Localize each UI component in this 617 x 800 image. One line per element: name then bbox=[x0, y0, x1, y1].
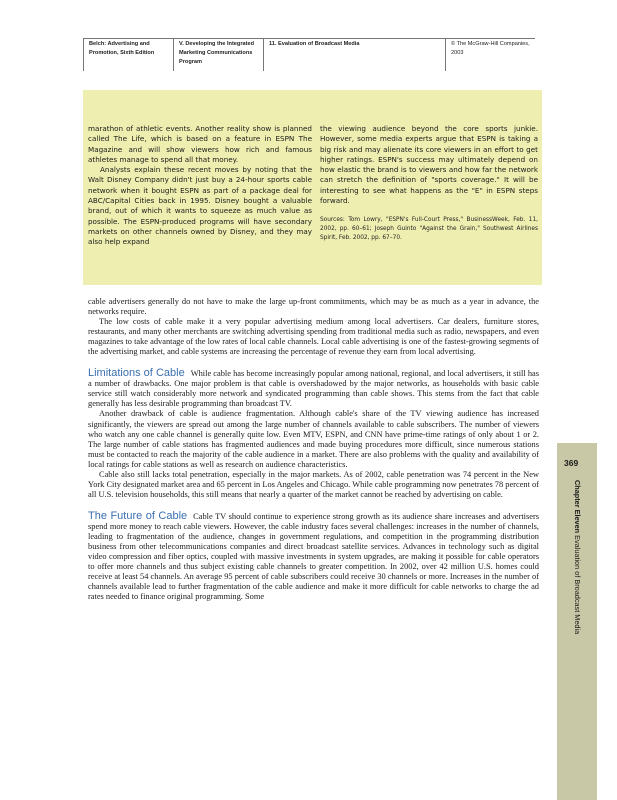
future-section bbox=[88, 511, 539, 602]
box-paragraph: Analysts explain these recent moves by noting that the Walt Disney Company didn't just buy a 24-hour sports cable network when it bought ESPN as part of a package deal for ABC/Capital Cities back in 1995. Disney bought a valuable brand, out of which it wants to squeeze as much value as possible. The ESPN-produced programs will have secondary markets on other channels owned by Disney, and they may also help expand bbox=[88, 165, 312, 247]
body-paragraph: While cable has become increasingly popular among national, regional, and local advertisers, it still has a number of drawbacks. One major problem is that cable is overshadowed by the major networks, as households with basic cable service still watch considerably more network and syndicated programming than cable shows. This stems from the fact that cable generally has less desirable programming than broadcast TV. bbox=[88, 369, 539, 409]
chapter-label: Chapter Eleven bbox=[573, 480, 582, 534]
header-chapter: 11. Evaluation of Broadcast Media bbox=[269, 41, 360, 47]
box-left-column bbox=[88, 124, 312, 248]
box-right-column bbox=[320, 124, 538, 243]
main-text bbox=[88, 297, 539, 602]
body-paragraph: The low costs of cable make it a very popular advertising medium among local advertisers. Car dealers, furniture stores, restaurants, and many other merchants are switching advertising spending from traditional media such as radio, newspapers, and even magazines to take advantage of the low rates of local cable channels. Local cable advertising is one of the fastest-growing segments of the advertising market, and cable systems are increasing the percentage of revenue they earn from local advertising. bbox=[88, 317, 539, 357]
body-paragraph: cable advertisers generally do not have to make the large up-front commitments, which may be as much as a year in advance, the networks require. bbox=[88, 297, 539, 317]
header-part: V. Developing the Integrated Marketing Communications Program bbox=[179, 41, 255, 65]
header-rule bbox=[83, 38, 535, 39]
chapter-title: Evaluation of Broadcast Media bbox=[573, 535, 582, 635]
running-header bbox=[83, 38, 535, 72]
limitations-section bbox=[88, 368, 539, 409]
box-paragraph: the viewing audience beyond the core sports junkie. However, some media experts argue that ESPN is taking a big risk and may alienate its core viewers in an effort to get higher ratings. ESPN's success may ultimately depend on how elastic the brand is to viewers and how far the network can stretch the definition of "sports coverage." It will be interesting to see what happens as the "E" in ESPN steps forward. bbox=[320, 124, 538, 206]
body-paragraph: Cable also still lacks total penetration, especially in the major markets. As of 2002, cable penetration was 74 percent in the New York City designated market area and 65 percent in Los Angeles and Chicago. While cable programming now penetrates 78 percent of all U.S. television households, this still means that nearly a quarter of the market cannot be reached by advertising on cable. bbox=[88, 469, 539, 499]
section-heading-future: The Future of Cable bbox=[88, 509, 188, 522]
header-copyright: © The McGraw-Hill Companies, 2003 bbox=[451, 41, 530, 56]
page-number: 369 bbox=[564, 458, 579, 468]
feature-box bbox=[83, 90, 542, 285]
body-paragraph: Another drawback of cable is audience fragmentation. Although cable's share of the TV viewing audience has increased significantly, the viewers are spread out among the large number of channels available to cable subscribers. The number of viewers who watch any one cable channel is generally quite low. Even MTV, ESPN, and CNN have prime-time ratings of only about 1 or 2. The large number of cable stations has fragmented audiences and made buying procedures more difficult, since numerous stations must be contacted to reach the majority of the cable audience in a market. There are also problems with the quality and availability of local ratings for cable stations as well as research on audience characteristics. bbox=[88, 409, 539, 469]
body-paragraph: Cable TV should continue to experience strong growth as its audience share increases and advertisers spend more money to reach cable viewers. However, the cable industry faces several challenges: increases in the number of channels, leading to fragmentation of the audience, changes in government regulations, and competition in the programming distribution business from other telecommunications companies and direct broadcast satellite services. Advances in technology such as digital video compression and fiber optics, coupled with massive investments in system upgrades, are making it possible for cable operators to offer more channels and thus subject existing cable channels to greater competition. In 2002, over 42 million U.S. homes could receive at least 54 channels. An average 95 percent of cable subscribers could receive 30 channels or more. Increases in the number of channels available lead to further fragmentation of the cable audience and make it more difficult for cable networks to charge the ad rates needed to finance original programming. Some bbox=[88, 511, 539, 602]
box-sources: Sources: Tom Lowry, "ESPN's Full-Court Press," BusinessWeek, Feb. 11, 2002, pp. 60–61; Joseph Guinto "Against the Grain," Southwest Airlines Spirit, Feb. 2002, pp. 67–70. bbox=[320, 217, 538, 242]
section-heading-limitations: Limitations of Cable bbox=[88, 367, 185, 380]
box-paragraph: marathon of athletic events. Another reality show is planned called The Life, which is based on a feature in ESPN The Magazine and will show viewers how rich and famous athletes manage to spend all that money. bbox=[88, 124, 312, 164]
header-book: Belch: Advertising and Promotion, Sixth Edition bbox=[89, 41, 155, 56]
chapter-title-vertical bbox=[573, 480, 582, 634]
